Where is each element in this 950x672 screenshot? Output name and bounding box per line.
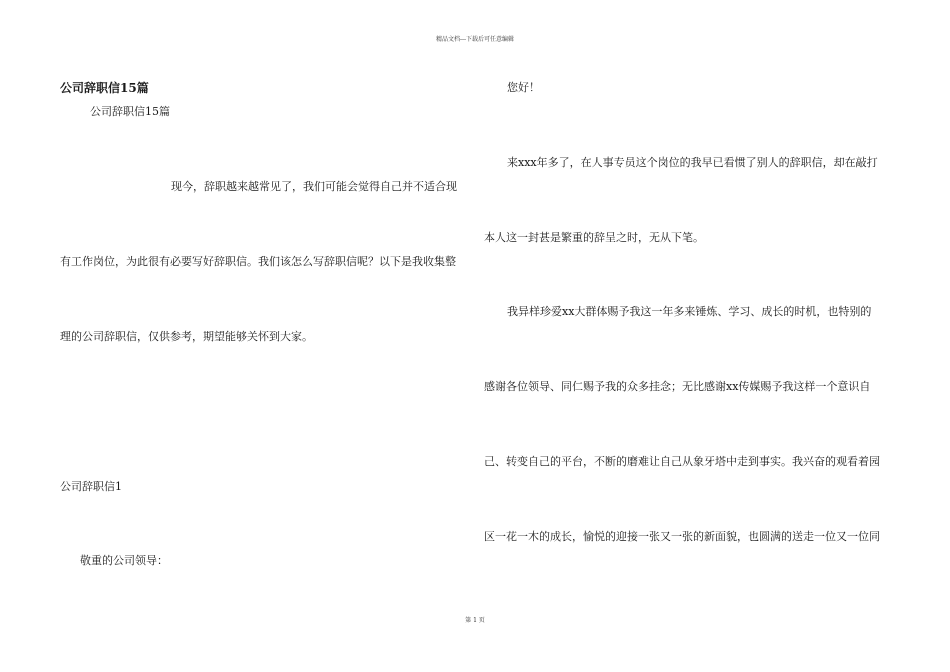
letter-body-line: 本人这一封甚是繁重的辞呈之时，无从下笔。 (484, 231, 704, 244)
document-title: 公司辞职信15篇 (60, 81, 149, 95)
intro-paragraph-line: 现今，辞职越来越常见了，我们可能会觉得自己并不适合现 (171, 180, 457, 193)
page-number: 第 1 页 (465, 617, 485, 624)
letter-body-line: 区一花一木的成长，愉悦的迎接一张又一张的新面貌，也圆满的送走一位又一位同 (484, 530, 880, 543)
intro-paragraph-line: 理的公司辞职信，仅供参考，期望能够关怀到大家。 (60, 330, 313, 343)
letter-body-line: 我异样珍爱xx大群体赐予我这一年多来锤炼、学习、成长的时机，也特别的 (507, 305, 872, 318)
document-subtitle: 公司辞职信15篇 (90, 105, 170, 118)
letter-body-line: 感谢各位领导、同仁赐予我的众多挂念；无比感谢xx传媒赐予我这样一个意识自 (484, 380, 871, 393)
letter-salutation: 敬重的公司领导： (80, 554, 168, 567)
section-heading: 公司辞职信1 (60, 480, 122, 493)
letter-body-line: 己、转变自己的平台，不断的磨难让自己从象牙塔中走到事实。我兴奋的观看着园 (484, 455, 880, 468)
letter-body-line: 来xxx年多了，在人事专员这个岗位的我早已看惯了别人的辞职信，却在敲打 (507, 156, 878, 169)
header-note: 精品文档---下载后可任意编辑 (435, 36, 515, 43)
letter-greeting: 您好！ (507, 81, 540, 94)
intro-paragraph-line: 有工作岗位，为此很有必要写好辞职信。我们该怎么写辞职信呢？以下是我收集整 (60, 255, 456, 268)
